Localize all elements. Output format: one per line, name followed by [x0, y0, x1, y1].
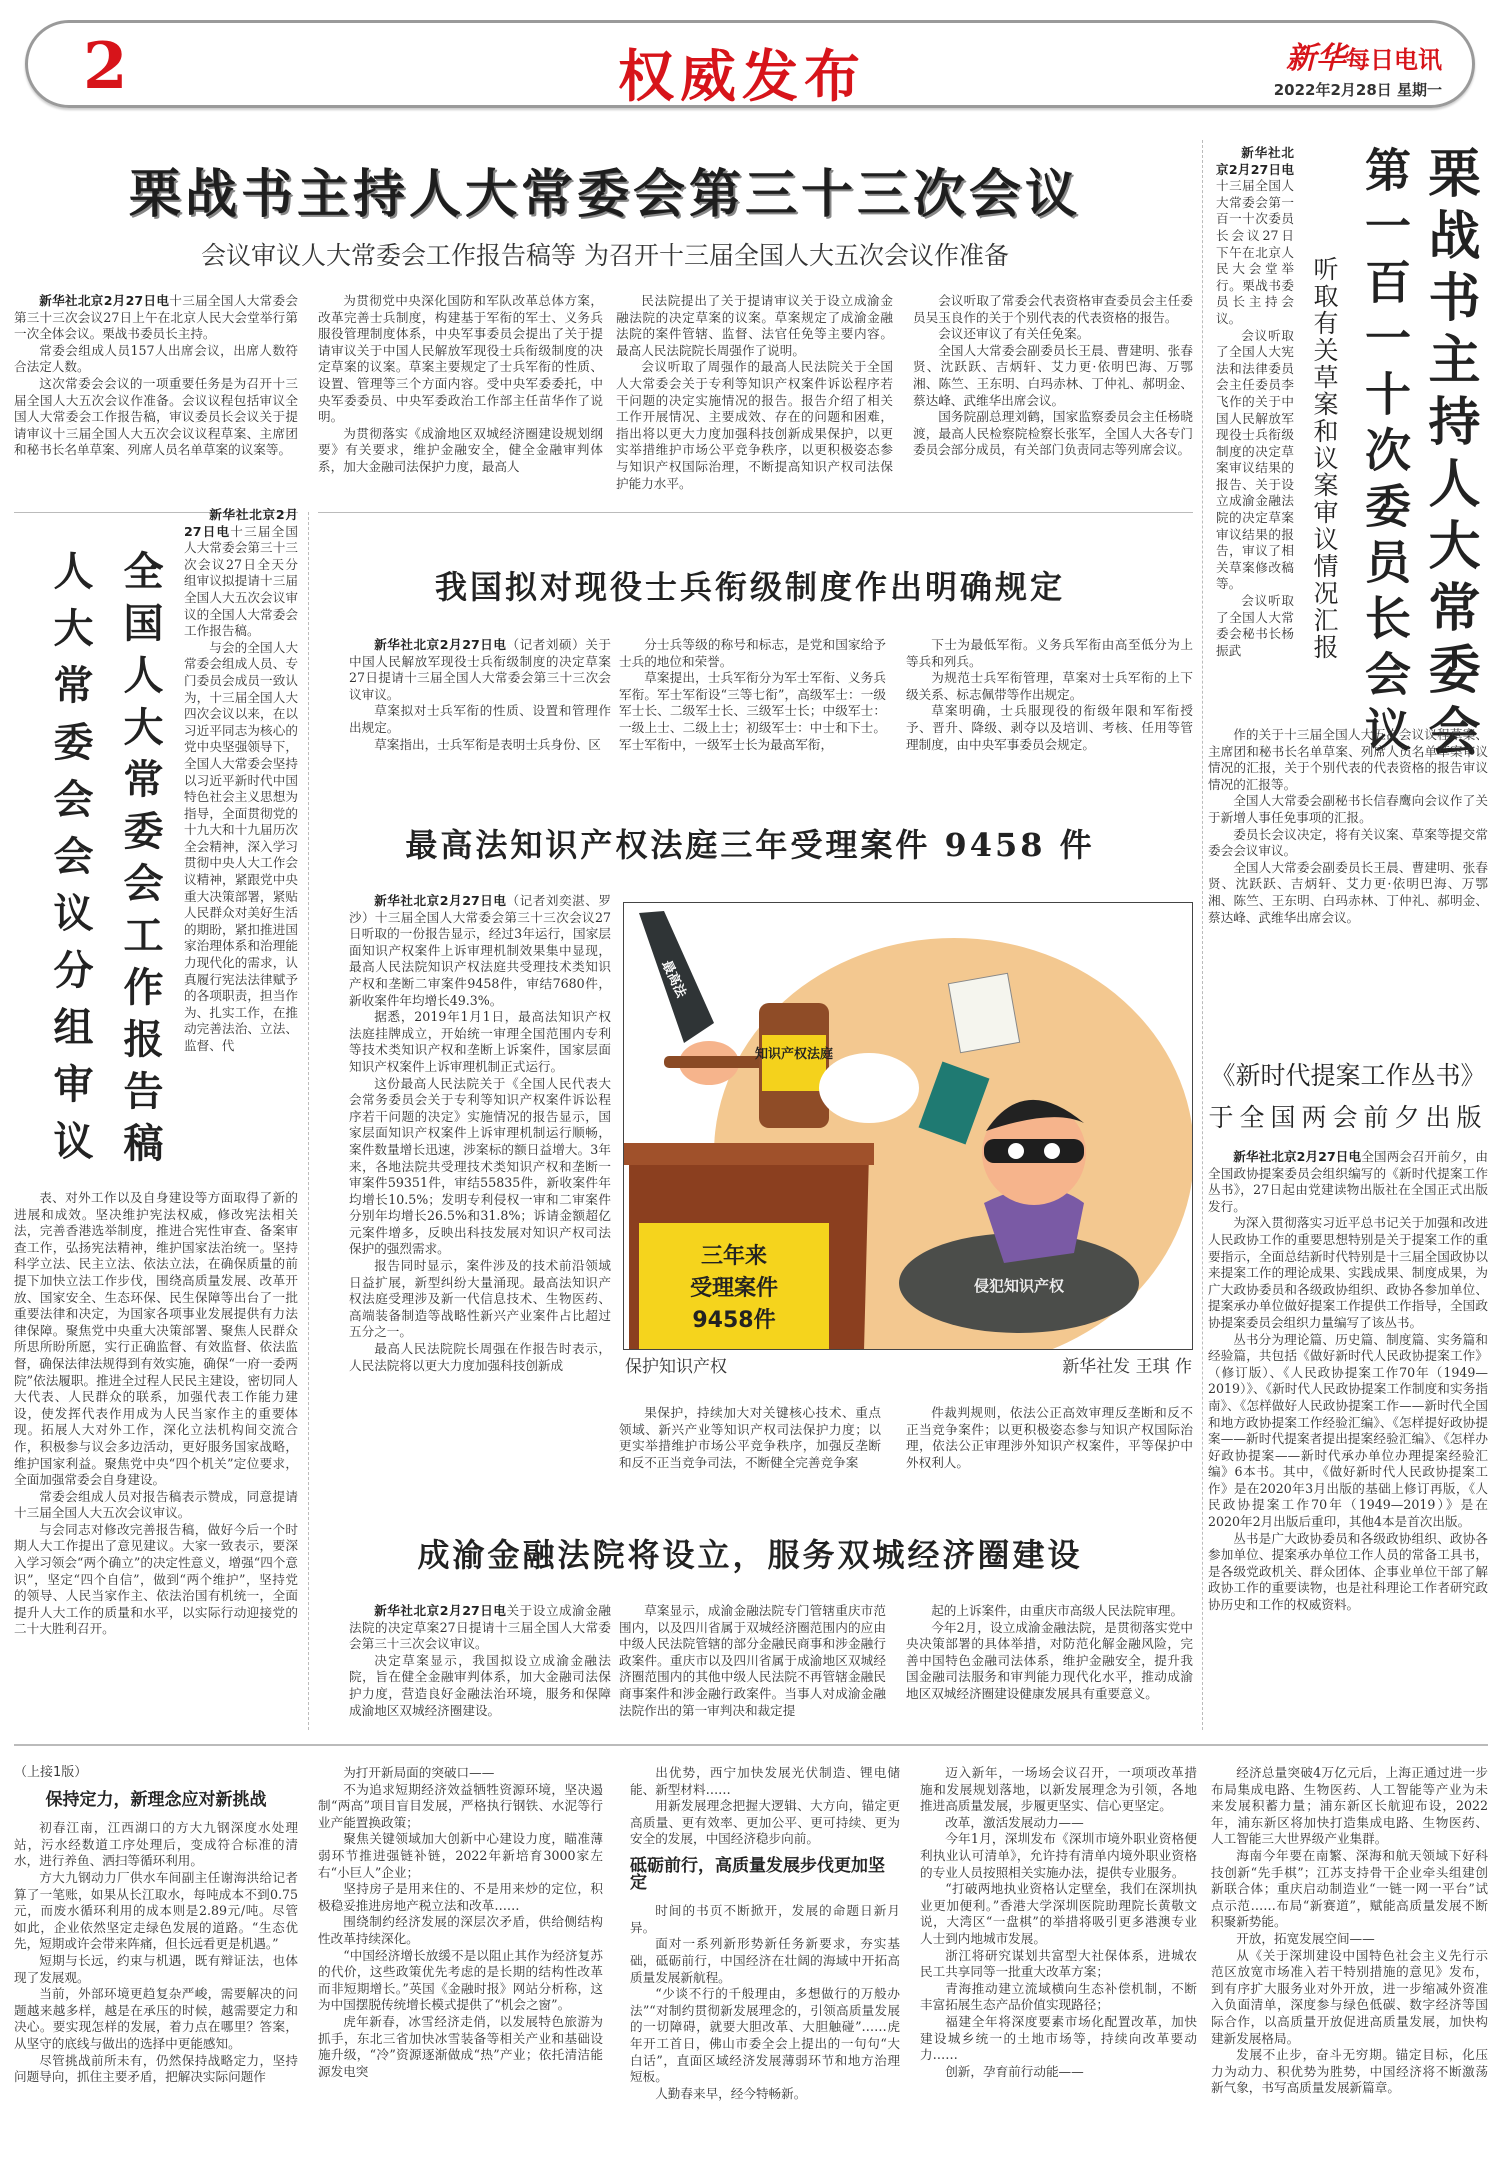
paragraph-text: 据悉，2019年1月1日，最高法知识产权法庭挂牌成立，开始统一审理全国范围内专利等技术类知识产权和垄断上诉案件，国家层面知识产权案件上诉审理机制正式运行。 [349, 1009, 611, 1074]
paragraph [349, 1603, 611, 1653]
dateline: 新华社北京2月27日电 [39, 293, 170, 308]
paragraph [14, 1489, 298, 1522]
illustration-credit: 新华社发 王琪 作 [1062, 1357, 1192, 1377]
paragraph-text: “打破两地执业资格认定壁垒，我们在深圳执业更加便利。”香港大学深圳医院助理院长黄敬文说，大湾区“一盘棋”的举措将吸引更多港澳专业人士到内地城市发展。 [920, 1881, 1197, 1946]
paragraph [14, 1986, 298, 2052]
paragraph-text: 关于设立成渝金融法院的决定草案27日提请十三届全国人大常委会第三十三次会议审议。 [349, 1603, 611, 1652]
ip-column-2 [619, 1405, 881, 1473]
dateline: 新华社北京2月27日电 [1216, 145, 1294, 177]
paragraph [906, 1620, 1193, 1703]
paragraph-text: 丛书是广大政协委员和各级政协组织、政协各参加单位、提案承办单位工作人员的常备工具书，是各级党政机关、群众团体、企事业单位干部了解政协工作的重要读物，也是社科理论工作者研究政协历史和工作的权威资料。 [1208, 1530, 1488, 1613]
paragraph-text: 委员长会议决定，将有关议案、草案等提交常委会会议审议。 [1208, 826, 1488, 859]
dateline: 新华社北京2月27日电 [184, 507, 298, 539]
paragraph-text: 会议听取了周强作的最高人民法院关于全国人大常委会关于专利等知识产权案件诉讼程序若干问题的决定实施情况的报告。报告介绍了相关工作开展情况、主要成效、存在的问题和困难，指出将以更大力度加强科技创新成果保护，以更实举措维护市场公平竞争秩序，以更积极姿态参与知识产权国际治理，不断提高知识产权司法保护能力水平。 [616, 359, 893, 491]
paragraph [14, 1953, 298, 1986]
paragraph [1211, 1931, 1488, 1948]
paragraph-text: 全国两会召开前夕，由全国政协提案委员会组织编写的《新时代提案工作丛书》，27日起由党建读物出版社在全国正式出版发行。 [1208, 1149, 1488, 1214]
paragraph [1216, 145, 1294, 328]
court-headline: 成渝金融法院将设立，服务双城经济圈建设 [417, 1536, 1083, 1574]
paragraph-text: 为深入贯彻落实习近平总书记关于加强和改进人民政协工作的重要思想特别是关于提案工作的重要指示，全面总结新时代特别是十三届全国政协以来提案工作的理论成果、实践成果、制度成果，为广大政协委员和各级政协组织、政协各参加单位、提案承办单位做好提案工作提供工作指导，全国政协提案委员会组织力量编写了该丛书。 [1208, 1215, 1488, 1330]
paragraph [1211, 1948, 1488, 2048]
paragraph [1211, 1765, 1488, 1848]
paragraph [913, 409, 1193, 459]
paragraph [349, 893, 611, 1009]
paragraph [920, 1948, 1197, 1981]
report-wide-column [14, 1190, 298, 1723]
paragraph [920, 2064, 1197, 2081]
paragraph [318, 1782, 603, 1832]
paragraph-text: 丛书分为理论篇、历史篇、制度篇、实务篇和经验篇，共包括《做好新时代人民政协提案工作》（修订版）、《人民政协提案工作70年（1949—2019）》、《新时代人民政协提案工作制度和实务指南》、《怎样做好人民政协提案工作——新时代全国和地方政协提案工作经验汇编》、《怎样提好政协提案——新时代提案者提出提案经验汇编》、《怎样办好政协提案——新时代承办单位办理提案经验汇编》6本书。其中，《做好新时代人民政协提案工作》是在2020年3月出版的基础上修订再版，《人民政协提案工作70年（1949—2019）》是在2020年2月出版后重印，其他4本是首次出版。 [1208, 1331, 1488, 1530]
dateline: 新华社北京2月27日电 [374, 893, 507, 908]
paragraph-text: 开放，拓宽发展空间—— [1236, 1930, 1375, 1946]
paragraph [14, 1870, 298, 1953]
paragraph [906, 1603, 1193, 1620]
paragraph [1216, 593, 1294, 659]
paragraph-text: 为贯彻党中央深化国防和军队改革总体方案，改革完善士兵制度，构建基于军衔的军士、义务兵服役管理制度体系，中央军事委员会提出了关于提请审议关于中国人民解放军现役士兵衔级制度的决定草案的议案。草案主要规定了士兵军衔的性质、设置、管理等三个方面内容。受中央军委委托，中央军委委员、中央军委政治工作部主任苗华作了说明。 [318, 293, 603, 425]
court-column-1 [349, 1603, 611, 1723]
paragraph [349, 1009, 611, 1075]
continued-column-2 [318, 1765, 603, 2165]
paragraph [906, 637, 1193, 670]
paragraph-text: 全国人大常委会副秘书长信春鹰向会议作了关于新增人事任免事项的汇报。 [1208, 793, 1488, 825]
paragraph [1208, 1332, 1488, 1531]
soldier-column-2 [619, 637, 886, 770]
paragraph [630, 1936, 900, 1986]
paragraph [920, 1981, 1197, 2014]
gavel-label [755, 1046, 833, 1062]
thief-mask [984, 1139, 1084, 1163]
council-narrow-column [1216, 145, 1294, 723]
paragraph-text: 浙江将研究谋划共富型大社保体系，进城农民工共享同等一批重大改革方案； [920, 1947, 1197, 1980]
paragraph-text: 全国人大常委会副委员长王晨、曹建明、张春贤、沈跃跃、吉炳轩、艾力更·依明巴海、万鄂湘、陈竺、王东明、白玛赤林、丁仲礼、郝明金、蔡达峰、武维华出席会议。 [1208, 859, 1488, 925]
paragraph [619, 670, 886, 753]
paragraph-text: 面对一系列新形势新任务新要求，夯实基础，砥砺前行，中国经济在壮阔的海域中开拓高质量发展新航程。 [630, 1936, 900, 1985]
paragraph [349, 737, 611, 754]
impact-cloud [819, 1053, 919, 1123]
dateline: 新华社北京2月27日电 [1233, 1149, 1362, 1164]
paragraph-text: 会议听取了常委会代表资格审查委员会主任委员吴玉良作的关于个别代表的代表资格的报告。 [913, 293, 1193, 325]
continued-column-1 [14, 1765, 298, 2165]
paragraph [906, 670, 1193, 703]
report-narrow-column [184, 507, 298, 1190]
paragraph [619, 1603, 886, 1719]
paragraph [318, 426, 603, 476]
thief-eye [1008, 1143, 1024, 1159]
continued-column-3b [630, 1903, 900, 2102]
paragraph [318, 2014, 603, 2080]
continued-column-5 [1211, 1765, 1488, 2165]
lead-headline: 栗战书主持人大常委会第三十三次会议 [128, 164, 1081, 225]
sleeve-label: 最高法 [658, 958, 689, 1001]
paragraph [318, 1914, 603, 1947]
flying-paper [948, 973, 1019, 1052]
paragraph-text: 果保护，持续加大对关键核心技术、重点领域、新兴产业等知识产权司法保护力度；以更实举措维护市场公平竞争秩序，加强反垄断和反不正当竞争司法，不断健全完善竞争案 [619, 1405, 881, 1470]
continued-column-3a [630, 1765, 900, 1848]
paragraph-text: 最高人民法院院长周强在作报告时表示，人民法院将以更大力度加强科技创新成 [349, 1341, 611, 1373]
paragraph-text: 围绕制约经济发展的深层次矛盾，供给侧结构性改革持续深化。 [318, 1914, 603, 1946]
paragraph [349, 637, 611, 703]
paragraph-text: 海南今年要在南繁、深海和航天领域下好科技创新“先手棋”；江苏支持骨干企业牵头组建创新联合体；重庆启动制造业“一链一网一平台”试点示范……布局“新赛道”，赋能高质量发展不断积聚新势能。 [1211, 1847, 1488, 1930]
bench-top [624, 1143, 874, 1165]
paragraph-text: 福建全年将深度要素市场化配置改革，加快建设城乡统一的土地市场等，持续向改革要动力…… [920, 2013, 1197, 2063]
paragraph [619, 637, 886, 670]
paragraph-text: 短期与长远，约束与机遇，既有辩证法，也体现了发展观。 [14, 1952, 298, 1985]
paragraph-text: 迈入新年，一场场会议召开，一项项改革措施和发展规划落地，以新发展理念为引领，各地推进高质量发展，步履更坚实、信心更坚定。 [920, 1765, 1197, 1814]
paragraph-text: 人勤春来早，经今特畅新。 [655, 2085, 807, 2101]
paragraph-text: “中国经济增长放缓不是以阻止其作为经济复苏的代价，这些政策优先考虑的是长期的结构性改革而非短期增长。”英国《金融时报》网站分析称，这为中国摆脱传统增长模式提供了“机会之窗”。 [318, 1947, 603, 2013]
paragraph [619, 1405, 881, 1471]
illustration-caption: 保护知识产权 [625, 1357, 727, 1377]
lead-subheadline: 会议审议人大常委会工作报告稿等 为召开十三届全国人大五次会议作准备 [201, 241, 1009, 270]
paragraph-text: 当前，外部环境更趋复杂严峻，需要解决的问题越来越多样，越是在承压的时候，越需要定力和决心。要实现怎样的发展，着力点在哪里？答案，从坚守的底线与做出的选择中更能感知。 [14, 1986, 298, 2051]
lead-column-4 [913, 293, 1193, 505]
panel-line-1: 三年来 [700, 1244, 768, 1269]
continued-subhead-2: 砥砺前行，高质量发展步伐更加坚定 [630, 1855, 885, 1893]
paragraph-text: 青海推动建立流域横向生态补偿机制，不断丰富拓展生态产品价值实现路径； [920, 1980, 1197, 2013]
paragraph [1211, 1848, 1488, 1931]
paragraph-text: 今年2月，设立成渝金融法院，是贯彻落实党中央决策部署的具体举措，对防范化解金融风险，完善中国特色金融司法体系，维护金融安全，提升我国金融司法服务和审判能力现代化水平，推动成渝地区双城经济圈建设健康发展具有重要意义。 [906, 1619, 1193, 1701]
page-header [25, 20, 1475, 108]
paragraph [616, 359, 893, 492]
soldier-column-3 [906, 637, 1193, 770]
soldier-column-1 [349, 637, 611, 770]
continued-column-1-body [14, 1820, 298, 2086]
gavel-band [762, 1035, 826, 1091]
paragraph-text: 十三届全国人大常委会第三十三次会议27日全天分组审议拟提请十三届全国人大五次会议审议的全国人大常委会工作报告稿。 [184, 523, 298, 639]
paragraph [1208, 860, 1488, 926]
paragraph [349, 1341, 611, 1374]
paragraph [920, 1765, 1197, 1815]
paragraph [616, 293, 893, 359]
paragraph [1208, 1531, 1488, 1614]
paragraph [318, 1831, 603, 1881]
soldier-headline: 我国拟对现役士兵衔级制度作出明确规定 [434, 568, 1065, 606]
paragraph-text: 作的关于十三届全国人大五次会议议程草案、主席团和秘书长名单草案、列席人员名单草案审议情况的汇报，关于个别代表的代表资格的报告审议情况的汇报等。 [1208, 727, 1488, 792]
paragraph [318, 1765, 603, 1782]
paragraph [184, 507, 298, 640]
paragraph-text: 下士为最低军衔。义务兵军衔由高至低分为上等兵和列兵。 [906, 637, 1193, 669]
paragraph [1208, 793, 1488, 826]
paragraph [14, 343, 298, 376]
report-headline-2: 人大常委会会议分组审议 [47, 550, 94, 1177]
paragraph [349, 1258, 611, 1341]
lead-column-3 [616, 293, 893, 505]
continued-subhead-1: 保持定力，新理念应对新挑战 [45, 1789, 267, 1810]
paragraph-text: （记者刘奕湛、罗沙）十三届全国人大常委会第三十三次会议27日听取的一份报告显示，经过3年运行，国家层面知识产权案件上诉审理机制效果集中显现，最高人民法院知识产权法庭共受理技术类知识产权和垄断二审案件9458件，审结7680件，新收案件年均增长49.3%。 [349, 893, 611, 1008]
lead-column-2 [318, 293, 603, 505]
paragraph [630, 1798, 900, 1848]
paragraph-text: 这次常委会会议的一项重要任务是为召开十三届全国人大五次会议作准备。会议议程包括审议全国人大常委会工作报告稿，审议委员长会议关于提请审议十三届全国人大五次会议议程草案、主席团和秘书长名单草案、列席人员名单草案的议案等。 [14, 375, 298, 458]
paragraph-text: 草案指出，士兵军衔是表明士兵身份、区 [374, 736, 601, 752]
lead-column-1 [14, 293, 298, 505]
ip-column-3 [906, 1405, 1193, 1473]
paragraph [906, 703, 1193, 753]
paragraph-text: 会议听取了全国人大宪法和法律委员会主任委员李飞作的关于中国人民解放军现役士兵衔级制度的决定草案审议结果的报告、关于设立成渝金融法院的决定草案审议结果的报告，审议了相关草案修改稿等。 [1216, 327, 1294, 592]
section-title: 权威发布 [618, 44, 866, 110]
paragraph-text: 决定草案显示，我国拟设立成渝金融法院，旨在健全金融审判体系，加大金融司法保护力度，营造良好金融法治环境，服务和保障成渝地区双城经济圈建设。 [349, 1652, 611, 1718]
paragraph-text: 草案明确，士兵服现役的衔级年限和军衔授予、晋升、降级、剥夺以及培训、考核、任用等管理制度，由中央军事委员会规定。 [906, 703, 1193, 752]
panel-line-3: 9458件 [692, 1308, 776, 1333]
paragraph-text: 经济总量突破4万亿元后，上海正通过进一步布局集成电路、生物医药、人工智能等产业为未来发展积蓄力量；浦东新区长航迎布设，2022年，浦东新区将加快打造集成电路、生物医药、人工智能三大世界级产业集群。 [1211, 1765, 1488, 1847]
paragraph-text: 尽管挑战前所未有，仍然保持战略定力，坚持问题导向，抓住主要矛盾，把解决实际问题作 [14, 2052, 298, 2085]
paragraph [630, 1903, 900, 1936]
dateline: 新华社北京2月27日电 [374, 1603, 507, 1618]
books-column [1208, 1149, 1488, 1723]
paragraph [318, 1881, 603, 1914]
paragraph-text: 为规范士兵军衔管理，草案对士兵军衔的上下级关系、标志佩带等作出规定。 [906, 670, 1193, 702]
panel-line-2: 受理案件 [689, 1276, 779, 1301]
paragraph [318, 293, 603, 426]
paragraph [920, 1831, 1197, 1881]
continued-column-4 [920, 1765, 1197, 2165]
paragraph [1208, 1215, 1488, 1331]
paragraph-text: 常委会组成人员157人出席会议，出席人数符合法定人数。 [14, 342, 298, 375]
paragraph-text: 会议还审议了有关任免案。 [938, 326, 1090, 342]
court-column-3 [906, 1603, 1193, 1723]
paragraph-text: 草案显示，成渝金融法院专门管辖重庆市范围内，以及四川省属于双城经济圈范围内的应由中级人民法院管辖的部分金融民商事和涉金融行政案件。重庆市以及四川省属于成渝地区双城经济圈范围内的其他中级人民法院不再管辖金融民商事案件和涉金融行政案件。当事人对成渝金融法院作出的第一审判决和裁定提 [619, 1603, 886, 1718]
books-subheadline: 于全国两会前夕出版 [1208, 1103, 1488, 1132]
report-headline: 全国人大常委会工作报告稿 [117, 550, 164, 1174]
paragraph-text: 出优势，西宁加快发展光伏制造、锂电储能、新型材料…… [630, 1765, 900, 1797]
paragraph-text: 初春江南，江西湖口的方大九钢深度水处理站，污水经数道工序处理后，变成符合标准的清水，进行养鱼、洒扫等循环利用。 [14, 1820, 298, 1869]
paragraph [1208, 1149, 1488, 1215]
masthead-logo [1286, 33, 1442, 77]
paragraph [318, 1948, 603, 2014]
paragraph [14, 293, 298, 343]
thief-eye [1044, 1143, 1060, 1159]
paragraph-text: 国务院副总理刘鹤，国家监察委员会主任杨晓渡，最高人民检察院检察长张军，全国人大各专门委员会部分成员，有关部门负责同志等列席会议。 [913, 409, 1193, 458]
paragraph [14, 376, 298, 459]
paragraph-text: 与会同志对修改完善报告稿，做好今后一个时期人大工作提出了意见建议。大家一致表示，要深入学习领会“两个确立”的决定性意义，增强“四个意识”，坚定“四个自信”，做到“两个维护”，坚持党的领导、人民当家作主、依法治国有机统一，全面提升人大工作的质量和水平，以实际行动迎接党的二十大胜利召开。 [14, 1521, 298, 1637]
paragraph [630, 2086, 900, 2103]
paragraph-text: 聚焦关键领域加大创新中心建设力度，瞄准薄弱环节推进强链补链，2022年新培育3000家左右“小巨人”企业； [318, 1831, 603, 1880]
paragraph [913, 293, 1193, 326]
paragraph-text: 与会的全国人大常委会组成人员、专门委员会成员一致认为，十三届全国人大四次会议以来，在以习近平同志为核心的党中央坚强领导下，全国人大常委会坚持以习近平新时代中国特色社会主义思想为指导，全面贯彻党的十九大和十九届历次全会精神，深入学习贯彻中央人大工作会议精神，紧跟党中央重大决策部署，紧贴人民群众对美好生活的期盼，紧扣推进国家治理体系和治理能力现代化的需求，认真履行宪法法律赋予的各项职责，担当作为、扎实工作，在推动完善法治、立法、监督、代 [184, 639, 298, 1053]
paragraph-text: 用新发展理念把握大逻辑、大方向，锚定更高质量、更有效率、更加公平、更可持续、更为安全的发展，中国经济稳步向前。 [630, 1798, 900, 1847]
paragraph [14, 1522, 298, 1638]
gavel-label-text: 知识产权法庭 [754, 1047, 834, 1062]
cloud-label: 侵犯知识产权 [973, 1277, 1065, 1295]
paragraph [349, 1076, 611, 1259]
paragraph-text: 今年1月，深圳发布《深圳市境外职业资格便利执业认可清单》，允许持有清单内境外职业资格的专业人员按照相关实施办法，提供专业服务。 [920, 1831, 1197, 1880]
paragraph [1208, 727, 1488, 793]
paragraph-text: 全国人大常委会副委员长王晨、曹建明、张春贤、沈跃跃、吉炳轩、艾力更·依明巴海、万鄂湘、陈竺、王东明、白玛赤林、丁仲礼、郝明金、蔡达峰、武维华出席会议。 [913, 342, 1193, 408]
paragraph [184, 640, 298, 1055]
ip-illustration [623, 902, 1193, 1350]
paragraph [349, 1653, 611, 1719]
paragraph [349, 703, 611, 736]
paragraph [1208, 827, 1488, 860]
paragraph [920, 2014, 1197, 2064]
council-wide-column [1208, 727, 1488, 1017]
paragraph-text: 民法院提出了关于提请审议关于设立成渝金融法院的决定草案的议案。草案规定了成渝金融法院的案件管辖、监督、法官任免等主要内容。最高人民法院院长周强作了说明。 [616, 293, 893, 358]
paragraph-text: 表、对外工作以及自身建设等方面取得了新的进展和成效。坚决维护宪法权威，修改宪法相关法，完善香港选举制度，推进合宪性审查、备案审查工作，弘扬宪法精神，维护国家法治统一。坚持科学立法、民主立法、依法立法，在确保质量的前提下加快立法工作步伐，围绕高质量发展、改革开放、国家安全、生态环保、民生保障等出台了一批重要法律和决定，为国家各项事业发展提供有力法律保障。聚焦党中央重大决策部署、聚焦人民群众所思所盼所愿，实行正确监督、有效监督、依法监督，确保法律法规得到有效实施，确保“一府一委两院”依法履职。推进全过程人民民主建设，密切同人大代表、人民群众的联系，加强代表工作能力建设，使发挥代表作用成为人民当家作主的重要体现。拓展人大对外工作，深化立法机构间交流合作，积极参与议会多边活动，更好服务国家战略，维护国家利益。聚焦党中央“四个机关”定位要求，全面加强常委会自身建设。 [14, 1190, 298, 1488]
paragraph [14, 1820, 298, 1870]
paragraph [630, 1986, 900, 2086]
page-number: 2 [83, 29, 128, 104]
paragraph [1216, 328, 1294, 594]
paragraph-text: 十三届全国人大常委会第一百一十次委员长会议27日下午在北京人民大会堂举行。栗战书委员长主持会议。 [1216, 178, 1294, 326]
paragraph-text: 会议听取了全国人大常委会秘书长杨振武 [1216, 593, 1294, 658]
court-column-2 [619, 1603, 886, 1723]
paragraph-text: 改革，激活发展动力—— [945, 1814, 1084, 1830]
paragraph-text: 常委会组成人员对报告稿表示赞成，同意提请十三届全国人大五次会议审议。 [14, 1488, 298, 1521]
paragraph-text: 这份最高人民法院关于《全国人民代表大会常务委员会关于专利等知识产权案件诉讼程序若干问题的决定》实施情况的报告显示，国家层面知识产权案件上诉审理机制运行顺畅，案件数量增长迅速，涉案标的额日益增大。3年来，各地法院共受理技术类知识产权和垄断一审案件59351件，审结55835件，新收案件年均增长10.5%；发明专利侵权一审和二审案件分别年均增长26.5%和31.8%；诉请金额超亿元案件增多，反映出科技发展对知识产权司法保护的强烈需求。 [349, 1075, 611, 1257]
paragraph-text: 创新，孕育前行动能—— [945, 2063, 1084, 2079]
paragraph [14, 1190, 298, 1489]
divider [318, 512, 1193, 513]
paragraph-text: 起的上诉案件，由重庆市高级人民法院审理。 [931, 1603, 1184, 1618]
issue-date: 2022年2月28日 星期一 [1273, 81, 1442, 99]
council-subheadline: 听取有关草案和议案审议情况汇报 [1310, 256, 1339, 661]
council-headline: 栗战书主持人大常委会 [1419, 146, 1480, 766]
column-divider [1202, 140, 1203, 1730]
paragraph-text: 不为追求短期经济效益牺牲资源环境，坚决遏制“两高”项目盲目发展，严格执行钢铁、水泥等行业产能置换政策； [318, 1781, 603, 1830]
paragraph-text: 分士兵等级的称号和标志，是党和国家给予士兵的地位和荣誉。 [619, 637, 886, 669]
paragraph [1211, 2047, 1488, 2097]
paragraph-text: 十三届全国人大常委会第三十三次会议27日上午在北京人民大会堂举行第一次全体会议。栗战书委员长主持。 [14, 293, 298, 342]
ip-column-1 [349, 893, 611, 1473]
jump-note: （上接1版） [14, 1765, 88, 1780]
council-headline-2: 第一百一十次委员长会议 [1358, 146, 1412, 762]
section-divider [14, 1744, 1488, 1746]
paragraph [913, 343, 1193, 409]
logo-mark: 新华 [1286, 41, 1346, 76]
paragraph [920, 1815, 1197, 1832]
continued-column-3 [630, 1765, 900, 2165]
paragraph-text: （记者刘硕）关于中国人民解放军现役士兵衔级制度的决定草案27日提请十三届全国人大常委会第三十三次会议审议。 [349, 637, 611, 702]
paragraph-text: “少谈不行的千般理由，多想做行的万般办法”“对制约贯彻新发展理念的，引领高质量发展的一切障碍，就要大胆改革、大胆触碰”……虎年开工首日，佛山市委全会上提出的一句句“大白话”，直面区域经济发展薄弱环节和地方治理短板。 [630, 1986, 900, 2085]
dateline: 新华社北京2月27日电 [374, 637, 507, 652]
paragraph [913, 326, 1193, 343]
paragraph-text: 为贯彻落实《成渝地区双城经济圈建设规划纲要》有关要求，维护金融安全，健全金融审判体系，加大金融司法保护力度，最高人 [318, 425, 603, 474]
paragraph-text: 虎年新春，冰雪经济走俏，以发展特色旅游为抓手，东北三省加快冰雪装备等相关产业和基础设施升级，“冷”资源逐渐做成“热”产业；依托清洁能源发电突 [318, 2013, 603, 2079]
paragraph [630, 1765, 900, 1798]
paragraph [906, 1405, 1193, 1471]
paragraph [920, 1881, 1197, 1947]
paragraph-text: 方大九钢动力厂供水车间副主任谢海洪给记者算了一笔账，如果从长江取水，每吨成本不到0.75元，而废水循环利用的成本则是2.89元/吨。尽管如此，企业依然坚定走绿色发展的道路。“生态优先，短期或许会带来阵痛，但长远看更是机遇。” [14, 1869, 298, 1952]
logo-suffix: 每日电讯 [1346, 45, 1442, 74]
paragraph-text: 坚持房子是用来住的、不是用来炒的定位，积极稳妥推进房地产税立法和改革…… [318, 1881, 603, 1913]
books-headline: 《新时代提案工作丛书》 [1210, 1061, 1486, 1090]
paragraph-text: 从《关于深圳建设中国特色社会主义先行示范区放宽市场准入若干特别措施的意见》发布，到有序扩大服务业对外开放，进一步缩减外资准入负面清单，深度参与绿色低碳、数字经济等国际合作，以高质量开放促进高质量发展，加快构建新发展格局。 [1211, 1947, 1488, 2046]
paragraph-text: 草案提出，士兵军衔分为军士军衔、义务兵军衔。军士军衔设“三等七衔”，高级军士：一级军士长、二级军士长、三级军士长；中级军士：一级上士、二级上士；初级军士：中士和下士。军士军衔中，一级军士长为最高军衔， [619, 670, 886, 752]
paragraph-text: 为打开新局面的突破口—— [343, 1765, 495, 1780]
ip-headline: 最高法知识产权法庭三年受理案件 9458 件 [405, 826, 1095, 864]
paragraph-text: 报告同时显示，案件涉及的技术前沿领域日益扩展，新型纠纷大量涌现。最高法知识产权法庭受理涉及新一代信息技术、生物医药、高端装备制造等战略性新兴产业案件占比超过五分之一。 [349, 1258, 611, 1340]
paragraph-text: 发展不止步，奋斗无穷期。锚定目标，化压力为动力、积优势为胜势，中国经济将不断激荡新气象，书写高质量发展新篇章。 [1211, 2047, 1488, 2096]
paragraph-text: 件裁判规则，依法公正高效审理反垄断和反不正当竞争案件；以更积极姿态参与知识产权国际治理，依法公正审理涉外知识产权案件，平等保护中外权利人。 [906, 1405, 1193, 1470]
paragraph-text: 草案拟对士兵军衔的性质、设置和管理作出规定。 [349, 703, 611, 735]
paragraph-text: 时间的书页不断掀开，发展的命题日新月异。 [630, 1903, 900, 1935]
paragraph [14, 2053, 298, 2086]
